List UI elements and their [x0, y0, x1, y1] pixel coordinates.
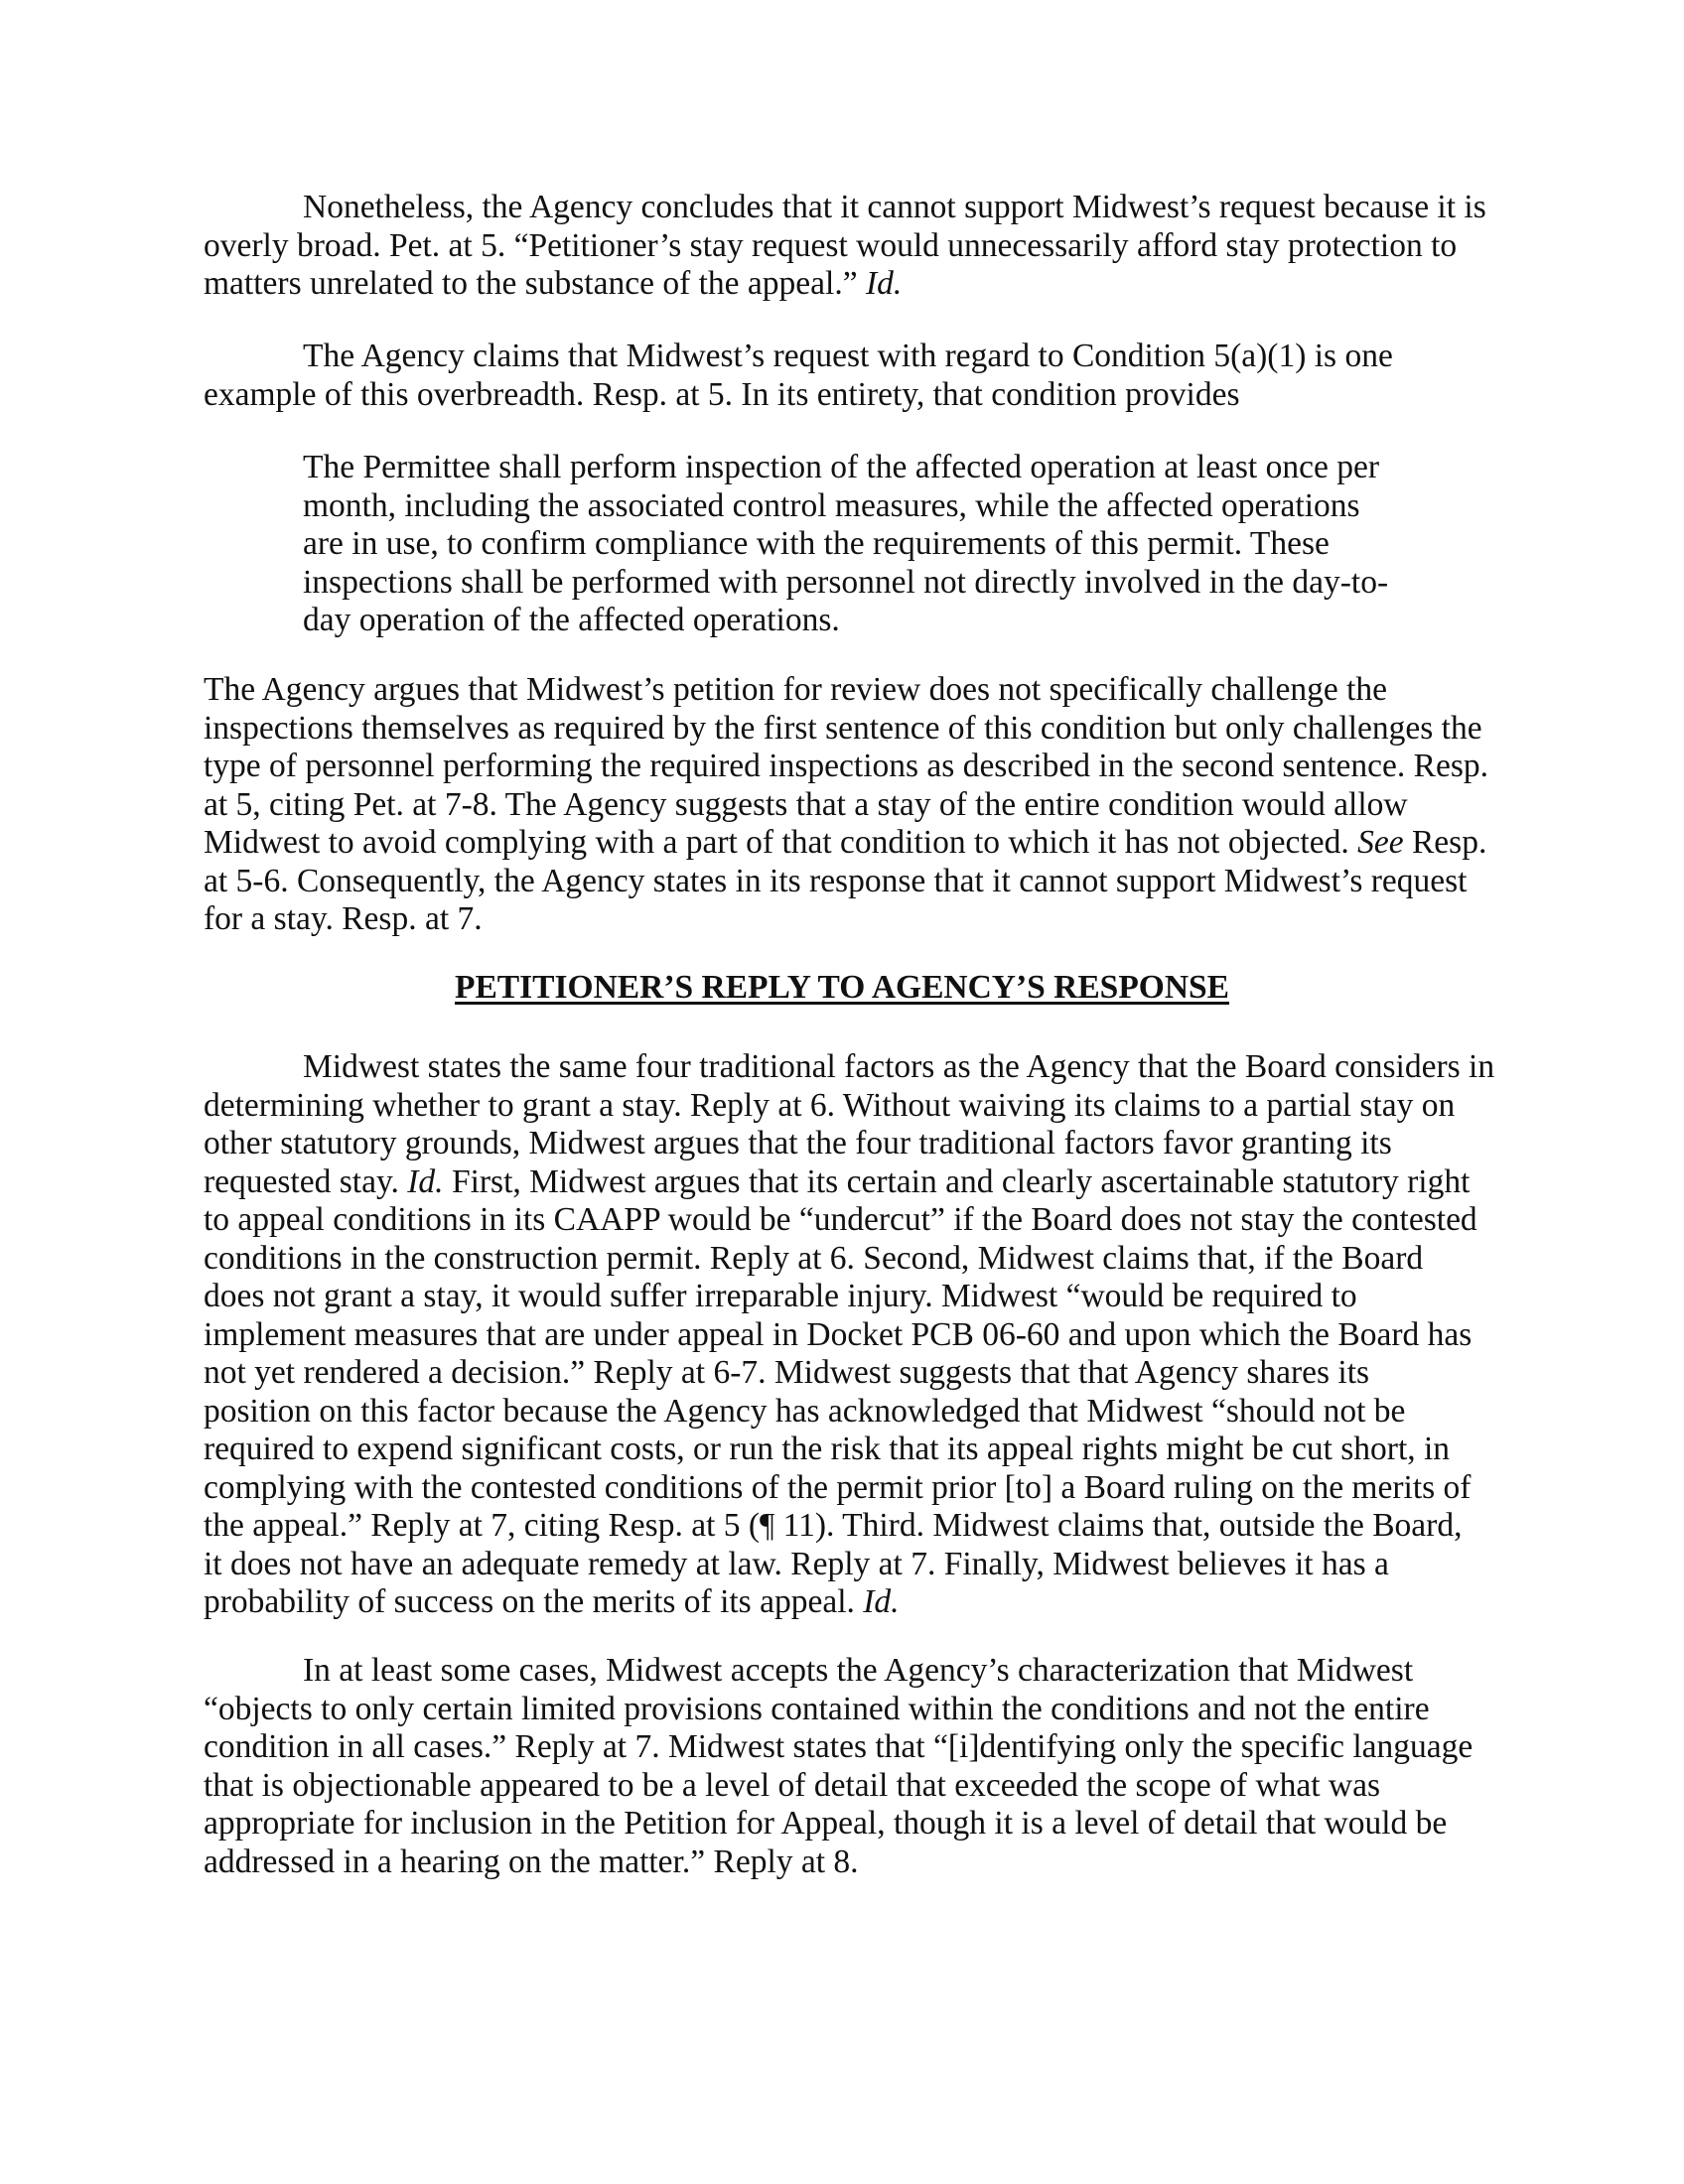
- paragraph-midwest-factors: [204, 1048, 1495, 1622]
- text-line: position on this factor because the Agency has acknowledged that Midwest “should not be: [204, 1392, 1406, 1430]
- text-line: at 5, citing Pet. at 7-8. The Agency suggests that a stay of the entire condition would allow: [204, 785, 1408, 823]
- text-line: required to expend significant costs, or run the risk that its appeal rights might be cut short, in: [204, 1431, 1451, 1467]
- text-line: requested stay. Id. First, Midwest argues that its certain and clearly ascertainable statutory right: [204, 1162, 1471, 1200]
- text-line: complying with the contested conditions of the permit prior [to] a Board ruling on the merits of: [204, 1468, 1472, 1506]
- text-line: not yet rendered a decision.” Reply at 6-7. Midwest suggests that that Agency shares its: [204, 1354, 1370, 1391]
- text-line: implement measures that are under appeal in Docket PCB 06-60 and upon which the Board has: [204, 1315, 1473, 1353]
- text-line: other statutory grounds, Midwest argues that the four traditional factors favor granting its: [204, 1125, 1392, 1161]
- paragraph-condition-example: [204, 338, 1484, 414]
- paragraph-agency-conclusion: [204, 189, 1484, 304]
- text-line: inspections shall be performed with personnel not directly involved in the day-to-: [303, 563, 1389, 601]
- text-line: inspections themselves as required by the first sentence of this condition but only challenges the: [204, 709, 1482, 747]
- text-line: the appeal.” Reply at 7, citing Resp. at 5 (¶ 11). Third. Midwest claims that, outside the Board,: [204, 1507, 1463, 1544]
- text-line: it does not have an adequate remedy at law. Reply at 7. Finally, Midwest believes it has a: [204, 1545, 1389, 1582]
- text-line: for a stay. Resp. at 7.: [204, 900, 483, 937]
- section-heading: PETITIONER’S REPLY TO AGENCY’S RESPONSE: [454, 969, 1230, 1006]
- text-line: Nonetheless, the Agency concludes that it cannot support Midwest’s request because it is: [303, 189, 1486, 225]
- text-line: overly broad. Pet. at 5. “Petitioner’s stay request would unnecessarily afford stay protection to: [204, 226, 1458, 264]
- text-line: to appeal conditions in its CAAPP would be “undercut” if the Board does not stay the contested: [204, 1201, 1477, 1238]
- text-line: determining whether to grant a stay. Reply at 6. Without waiving its claims to a partial stay on: [204, 1086, 1456, 1124]
- text-line: Midwest to avoid complying with a part of that condition to which it has not objected. See Resp.: [204, 824, 1487, 861]
- text-line: that is objectionable appeared to be a level of detail that exceeded the scope of what was: [204, 1766, 1381, 1804]
- text-line: condition in all cases.” Reply at 7. Midwest states that “[i]dentifying only the specific language: [204, 1728, 1474, 1765]
- paragraph-agency-argument: [204, 671, 1489, 939]
- block-quote-condition-5a1: [303, 449, 1395, 640]
- text-line: matters unrelated to the substance of the appeal.” Id.: [204, 265, 903, 302]
- text-line: The Permittee shall perform inspection of the affected operation at least once per: [303, 449, 1379, 485]
- text-line: “objects to only certain limited provisions contained within the conditions and not the entire: [204, 1690, 1430, 1727]
- text-line: at 5-6. Consequently, the Agency states in its response that it cannot support Midwest’s request: [204, 862, 1468, 899]
- text-line: type of personnel performing the required inspections as described in the second sentence. Resp.: [204, 748, 1489, 784]
- text-line: month, including the associated control measures, while the affected operations: [303, 486, 1360, 524]
- text-line: day operation of the affected operations.: [303, 602, 840, 638]
- text-line: addressed in a hearing on the matter.” Reply at 8.: [204, 1843, 859, 1880]
- text-line: probability of success on the merits of its appeal. Id.: [204, 1583, 900, 1620]
- text-line: conditions in the construction permit. Reply at 6. Second, Midwest claims that, if the Board: [204, 1239, 1424, 1277]
- text-line: Midwest states the same four traditional factors as the Agency that the Board considers in: [303, 1048, 1495, 1085]
- text-line: are in use, to confirm compliance with the requirements of this permit. These: [303, 525, 1330, 562]
- paragraph-midwest-characterization: [204, 1652, 1484, 1881]
- text-line: The Agency argues that Midwest’s petition for review does not specifically challenge the: [204, 671, 1387, 708]
- text-line: In at least some cases, Midwest accepts the Agency’s characterization that Midwest: [303, 1652, 1414, 1689]
- text-line: appropriate for inclusion in the Petition for Appeal, though it is a level of detail that would be: [204, 1805, 1448, 1842]
- text-line: The Agency claims that Midwest’s request with regard to Condition 5(a)(1) is one: [303, 338, 1393, 374]
- text-line: example of this overbreadth. Resp. at 5. In its entirety, that condition provides: [204, 375, 1240, 413]
- text-line: does not grant a stay, it would suffer irreparable injury. Midwest “would be required to: [204, 1278, 1357, 1314]
